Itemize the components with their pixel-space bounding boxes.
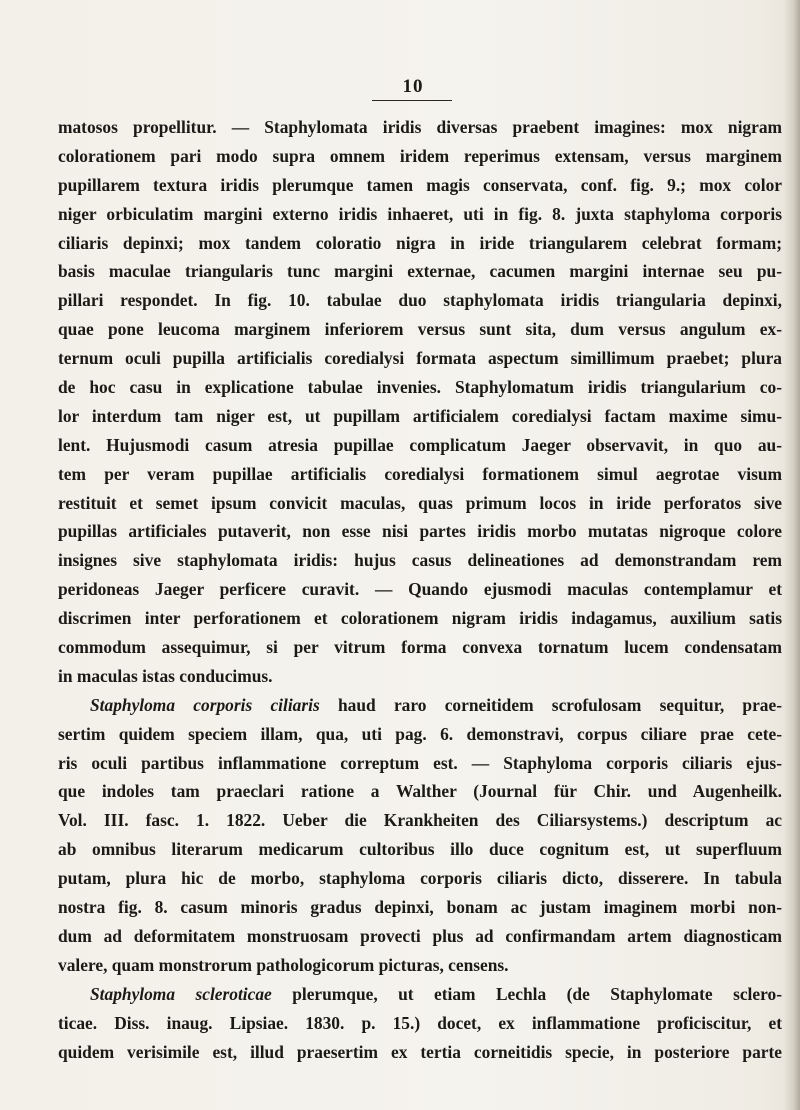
italic-heading: Staphyloma corporis ciliaris <box>90 694 320 715</box>
line-text: quidem verisimile est, illud praesertim ex tertia corneitidis specie, in posteriore parte <box>58 1041 782 1062</box>
text-line <box>58 749 782 778</box>
text-line <box>58 951 782 980</box>
page-edge-shadow <box>784 0 800 1110</box>
line-text: insignes sive staphylomata iridis: hujus casus delineationes ad demonstrandam rem <box>58 550 782 571</box>
page-number: 10 <box>402 76 424 97</box>
text-line <box>58 980 782 1009</box>
text-line <box>58 777 782 806</box>
line-text: ab omnibus literarum medicarum cultoribus illo duce cognitum est, ut superfluum <box>58 839 782 860</box>
line-text: lor interdum tam niger est, ut pupillam artificialem coredialysi factam maxime simu- <box>58 405 782 426</box>
text-line <box>58 489 782 518</box>
line-text: in maculas istas conducimus. <box>58 665 273 686</box>
line-text: pupillas artificiales putaverit, non esse nisi partes iridis morbo mutatas nigroque colore <box>58 521 782 542</box>
text-line <box>58 431 782 460</box>
line-text: ciliaris depinxi; mox tandem coloratio nigra in iride triangularem celebrat formam; <box>58 232 782 253</box>
line-text: pillari respondet. In fig. 10. tabulae duo staphylomata iridis triangularia depinxi, <box>58 290 782 311</box>
line-text: plerumque, ut etiam Lechla (de Staphylomate sclero- <box>271 983 782 1004</box>
line-text: valere, quam monstrorum pathologicorum picturas, censens. <box>58 954 509 975</box>
line-text: matosos propellitur. — Staphylomata iridis diversas praebent imagines: mox nigram <box>58 117 782 137</box>
line-text: tem per veram pupillae artificialis coredialysi formationem simul aegrotae visum <box>58 463 782 484</box>
text-line <box>58 546 782 575</box>
text-line <box>58 286 782 315</box>
text-line <box>58 691 782 720</box>
text-line <box>58 1009 782 1038</box>
text-line <box>58 315 782 344</box>
text-line <box>58 835 782 864</box>
line-text: lent. Hujusmodi casum atresia pupillae complicatum Jaeger observavit, in quo au- <box>58 434 782 455</box>
text-line <box>58 402 782 431</box>
line-text: ternum oculi pupilla artificialis coredialysi formata aspectum simillimum praebet; plura <box>58 348 782 369</box>
line-text: ris oculi partibus inflammatione correptum est. — Staphyloma corporis ciliaris ejus- <box>58 752 782 773</box>
line-text: colorationem pari modo supra omnem iridem reperimus extensam, versus marginem <box>58 145 782 166</box>
line-text: peridoneas Jaeger perficere curavit. — Quando ejusmodi maculas contemplamur et <box>58 579 782 600</box>
text-line <box>58 517 782 546</box>
text-line <box>58 575 782 604</box>
text-line <box>58 344 782 373</box>
text-line <box>58 720 782 749</box>
text-line <box>58 460 782 489</box>
line-text: restituit et semet ipsum convicit maculas, quas primum locos in iride perforatos sive <box>58 492 782 513</box>
line-text: sertim quidem speciem illam, qua, uti pag. 6. demonstravi, corpus ciliare prae cete- <box>58 723 782 744</box>
text-line <box>58 257 782 286</box>
line-text: niger orbiculatim margini externo iridis inhaeret, uti in fig. 8. juxta staphyloma corporis <box>58 203 782 224</box>
text-line <box>58 171 782 200</box>
line-text: basis maculae triangularis tunc margini externae, cacumen margini internae seu pu- <box>58 261 782 282</box>
text-line <box>58 229 782 258</box>
text-line <box>58 142 782 171</box>
line-text: Vol. III. fasc. 1. 1822. Ueber die Krankheiten des Ciliarsystems.) descriptum ac <box>58 810 782 831</box>
line-text: de hoc casu in explicatione tabulae invenies. Staphylomatum iridis triangularium co- <box>58 377 782 398</box>
body-text <box>58 113 782 1066</box>
page-number-rule <box>372 100 452 101</box>
line-text: dum ad deformitatem monstruosam provecti plus ad confirmandam artem diagnosticam <box>58 925 782 946</box>
line-text: ticae. Diss. inaug. Lipsiae. 1830. p. 15.) docet, ex inflammatione proficiscitur, et <box>58 1012 782 1033</box>
text-line <box>58 604 782 633</box>
text-line <box>58 922 782 951</box>
line-text: putam, plura hic de morbo, staphyloma corporis ciliaris dicto, disserere. In tabula <box>58 868 782 889</box>
text-line <box>58 1038 782 1067</box>
italic-heading: Staphyloma scleroticae <box>90 983 272 1004</box>
text-line <box>58 373 782 402</box>
line-text: discrimen inter perforationem et colorationem nigram iridis indagamus, auxilium satis <box>58 608 782 629</box>
line-text: nostra fig. 8. casum minoris gradus depinxi, bonam ac justam imaginem morbi non- <box>58 897 782 918</box>
text-line <box>58 113 782 142</box>
text-line <box>58 662 782 691</box>
line-text: quae pone leucoma marginem inferiorem versus sunt sita, dum versus angulum ex- <box>58 319 782 340</box>
line-text: que indoles tam praeclari ratione a Walther (Journal für Chir. und Augenheilk. <box>58 781 782 802</box>
text-line <box>58 806 782 835</box>
text-line <box>58 200 782 229</box>
line-text: haud raro corneitidem scrofulosam sequitur, prae- <box>319 694 782 715</box>
text-line <box>58 893 782 922</box>
text-line <box>58 864 782 893</box>
text-line <box>58 633 782 662</box>
line-text: commodum assequimur, si per vitrum forma convexa tornatum lucem condensatam <box>58 637 782 658</box>
line-text: pupillarem textura iridis plerumque tamen magis conservata, conf. fig. 9.; mox color <box>58 174 782 195</box>
